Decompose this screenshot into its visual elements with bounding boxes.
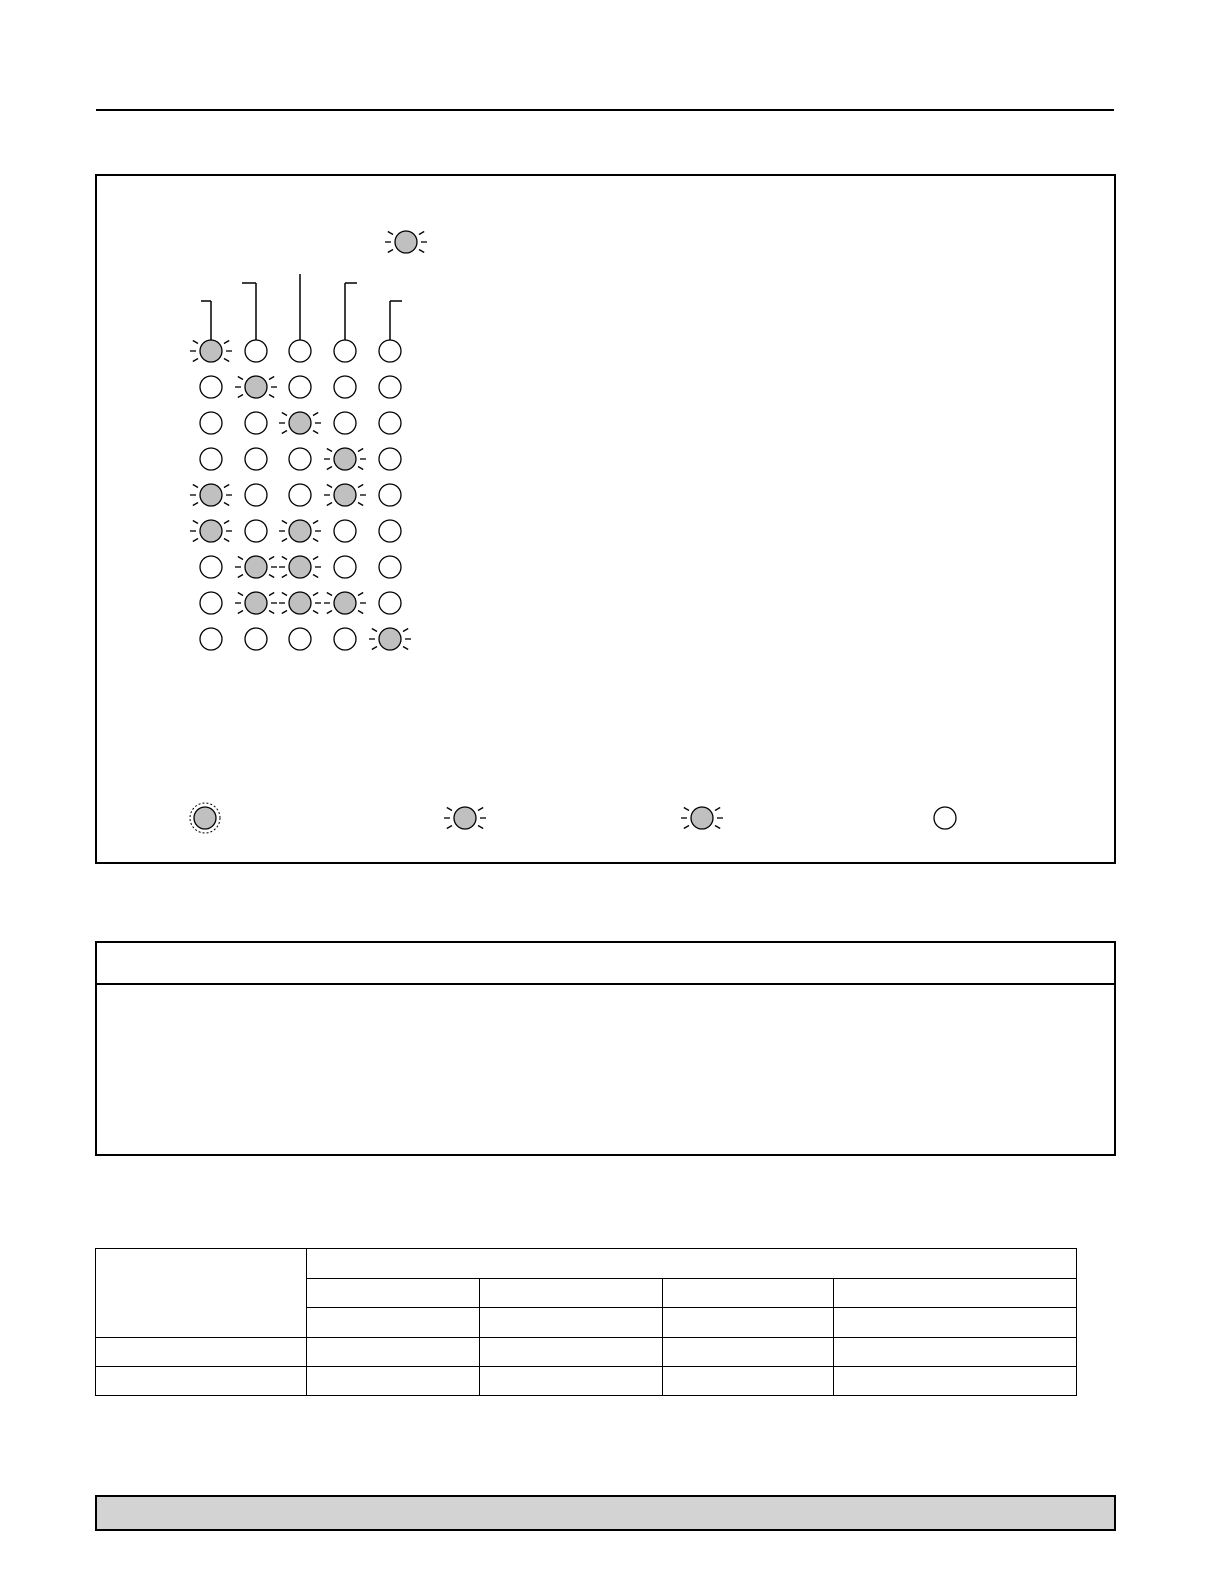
lamp-off-icon [200, 448, 222, 470]
lamp-on-icon-ray [238, 377, 243, 380]
spec-table [95, 1248, 1077, 1396]
table-cell [96, 1338, 307, 1367]
lamp-on-icon-ray [327, 503, 332, 506]
lamp-on-icon-ray [327, 449, 332, 452]
lamp-blink-icon-ray [447, 808, 452, 811]
table-cell [663, 1367, 834, 1396]
table-cell [307, 1308, 480, 1338]
lamp-on-icon-ray [282, 575, 287, 578]
lamp-on-icon-ray [282, 557, 287, 560]
lamp-off-icon [379, 412, 401, 434]
table-cell [307, 1338, 480, 1367]
indicator-diagram-panel [95, 174, 1116, 864]
table-group-header [307, 1249, 1077, 1279]
lamp-on-icon-ray [224, 359, 229, 362]
lamp-on-icon [379, 628, 401, 650]
lamp-off-icon [379, 376, 401, 398]
lamp-on-icon-ray [193, 341, 198, 344]
lamp-on-icon [289, 520, 311, 542]
lamp-on-icon-ray [358, 593, 363, 596]
lamp-off-icon [289, 340, 311, 362]
header-lamp-icon-ray [388, 250, 393, 253]
lamp-on-icon [245, 592, 267, 614]
lamp-on-icon-ray [238, 593, 243, 596]
lamp-off-icon [289, 376, 311, 398]
lamp-off-icon [334, 340, 356, 362]
lamp-on-icon-ray [358, 467, 363, 470]
lamp-on-icon [289, 556, 311, 578]
table-cell [663, 1308, 834, 1338]
lamp-blink-icon-ray [684, 826, 689, 829]
header-lamp-icon-ray [419, 250, 424, 253]
lamp-on-icon-ray [224, 485, 229, 488]
lamp-blink-icon-ray [478, 808, 483, 811]
table-cell [834, 1367, 1077, 1396]
lamp-on-icon-ray [372, 647, 377, 650]
lamp-on-icon [245, 376, 267, 398]
table-cell [834, 1308, 1077, 1338]
lamp-blink-icon-ray [447, 826, 452, 829]
lamp-on-icon-ray [238, 557, 243, 560]
lamp-blink-icon-ray [684, 808, 689, 811]
table-cell [663, 1278, 834, 1308]
lamp-on-icon-ray [193, 359, 198, 362]
table-cell [480, 1308, 663, 1338]
lamp-on-icon-ray [193, 485, 198, 488]
table-row [96, 1338, 1077, 1367]
lamp-on-icon-ray [193, 503, 198, 506]
lamp-off-icon [379, 592, 401, 614]
footer-bar [95, 1495, 1116, 1531]
table-corner-cell [96, 1249, 307, 1338]
lamp-off-icon [289, 484, 311, 506]
lamp-on-icon-ray [224, 503, 229, 506]
lamp-on-icon [334, 448, 356, 470]
lamp-on-icon-ray [269, 557, 274, 560]
note-title [97, 943, 1114, 985]
table-row [96, 1367, 1077, 1396]
note-panel [95, 941, 1116, 1156]
lamp-off-icon [200, 556, 222, 578]
lamp-on-icon-ray [269, 593, 274, 596]
lamp-on-icon-ray [313, 413, 318, 416]
table-cell [96, 1367, 307, 1396]
lamp-on-icon-ray [372, 629, 377, 632]
lamp-on-icon-ray [238, 575, 243, 578]
lamp-on-icon-ray [313, 575, 318, 578]
lamp-on-icon-ray [327, 611, 332, 614]
lamp-blink-icon-ray [715, 808, 720, 811]
lamp-off-icon [379, 520, 401, 542]
lamp-off-icon [379, 556, 401, 578]
lamp-on-icon-ray [282, 413, 287, 416]
note-body [97, 985, 1114, 1154]
table-cell [834, 1278, 1077, 1308]
lamp-off-icon [245, 628, 267, 650]
lamp-fast-blink-icon [194, 807, 216, 829]
lamp-on-icon-ray [313, 593, 318, 596]
lamp-on-icon-ray [313, 539, 318, 542]
lamp-off-icon [934, 807, 956, 829]
lamp-off-icon [200, 628, 222, 650]
lamp-off-icon [334, 556, 356, 578]
lamp-on-icon-ray [313, 557, 318, 560]
lamp-on-icon-ray [313, 611, 318, 614]
lamp-on-icon [289, 412, 311, 434]
lamp-on-icon-ray [238, 611, 243, 614]
lamp-on-icon [200, 484, 222, 506]
header-lamp-icon-ray [419, 232, 424, 235]
lamp-off-icon [379, 484, 401, 506]
lamp-off-icon [245, 412, 267, 434]
lamp-blink-icon [691, 807, 713, 829]
lamp-blink-icon [454, 807, 476, 829]
lamp-on-icon-ray [269, 395, 274, 398]
lamp-off-icon [289, 628, 311, 650]
table-cell [307, 1278, 480, 1308]
table-cell [663, 1338, 834, 1367]
table-header-row [96, 1249, 1077, 1279]
lamp-on-icon [200, 520, 222, 542]
lamp-off-icon [245, 448, 267, 470]
lamp-on-icon-ray [327, 467, 332, 470]
lamp-off-icon [245, 340, 267, 362]
lamp-on-icon-ray [282, 521, 287, 524]
table-cell [834, 1338, 1077, 1367]
lamp-on-icon-ray [193, 539, 198, 542]
lamp-on-icon [245, 556, 267, 578]
lamp-on-icon-ray [358, 449, 363, 452]
lamp-on-icon-ray [313, 431, 318, 434]
lamp-off-icon [334, 628, 356, 650]
lamp-off-icon [379, 448, 401, 470]
lamp-on-icon-ray [224, 539, 229, 542]
lamp-blink-icon-ray [478, 826, 483, 829]
lamp-off-icon [200, 592, 222, 614]
lamp-on-icon-ray [327, 485, 332, 488]
lamp-off-icon [289, 448, 311, 470]
lamp-on-icon-ray [224, 341, 229, 344]
lamp-on-icon [289, 592, 311, 614]
lamp-on-icon-ray [269, 377, 274, 380]
lamp-off-icon [200, 376, 222, 398]
lamp-on-icon [334, 484, 356, 506]
top-rule [96, 109, 1114, 111]
lamp-blink-icon-ray [715, 826, 720, 829]
indicator-diagram [97, 176, 1114, 862]
lamp-on-icon-ray [269, 611, 274, 614]
lamp-off-icon [200, 412, 222, 434]
table-cell [480, 1367, 663, 1396]
lamp-on-icon-ray [403, 629, 408, 632]
table-cell [480, 1338, 663, 1367]
table-cell [307, 1367, 480, 1396]
lamp-on-icon-ray [358, 485, 363, 488]
lamp-on-icon-ray [358, 503, 363, 506]
lamp-on-icon-ray [193, 521, 198, 524]
lamp-on-icon [200, 340, 222, 362]
header-lamp-icon [395, 231, 417, 253]
lamp-on-icon-ray [224, 521, 229, 524]
lamp-off-icon [379, 340, 401, 362]
lamp-on-icon-ray [313, 521, 318, 524]
lamp-on-icon-ray [327, 593, 332, 596]
lamp-off-icon [245, 520, 267, 542]
lamp-on-icon-ray [403, 647, 408, 650]
header-lamp-icon-ray [388, 232, 393, 235]
table-cell [480, 1278, 663, 1308]
lamp-on-icon [334, 592, 356, 614]
lamp-on-icon-ray [282, 593, 287, 596]
lamp-on-icon-ray [282, 611, 287, 614]
lamp-off-icon [245, 484, 267, 506]
lamp-on-icon-ray [238, 395, 243, 398]
lamp-on-icon-ray [282, 539, 287, 542]
lamp-on-icon-ray [282, 431, 287, 434]
lamp-off-icon [334, 412, 356, 434]
lamp-off-icon [334, 520, 356, 542]
lamp-on-icon-ray [358, 611, 363, 614]
lamp-on-icon-ray [269, 575, 274, 578]
lamp-off-icon [334, 376, 356, 398]
